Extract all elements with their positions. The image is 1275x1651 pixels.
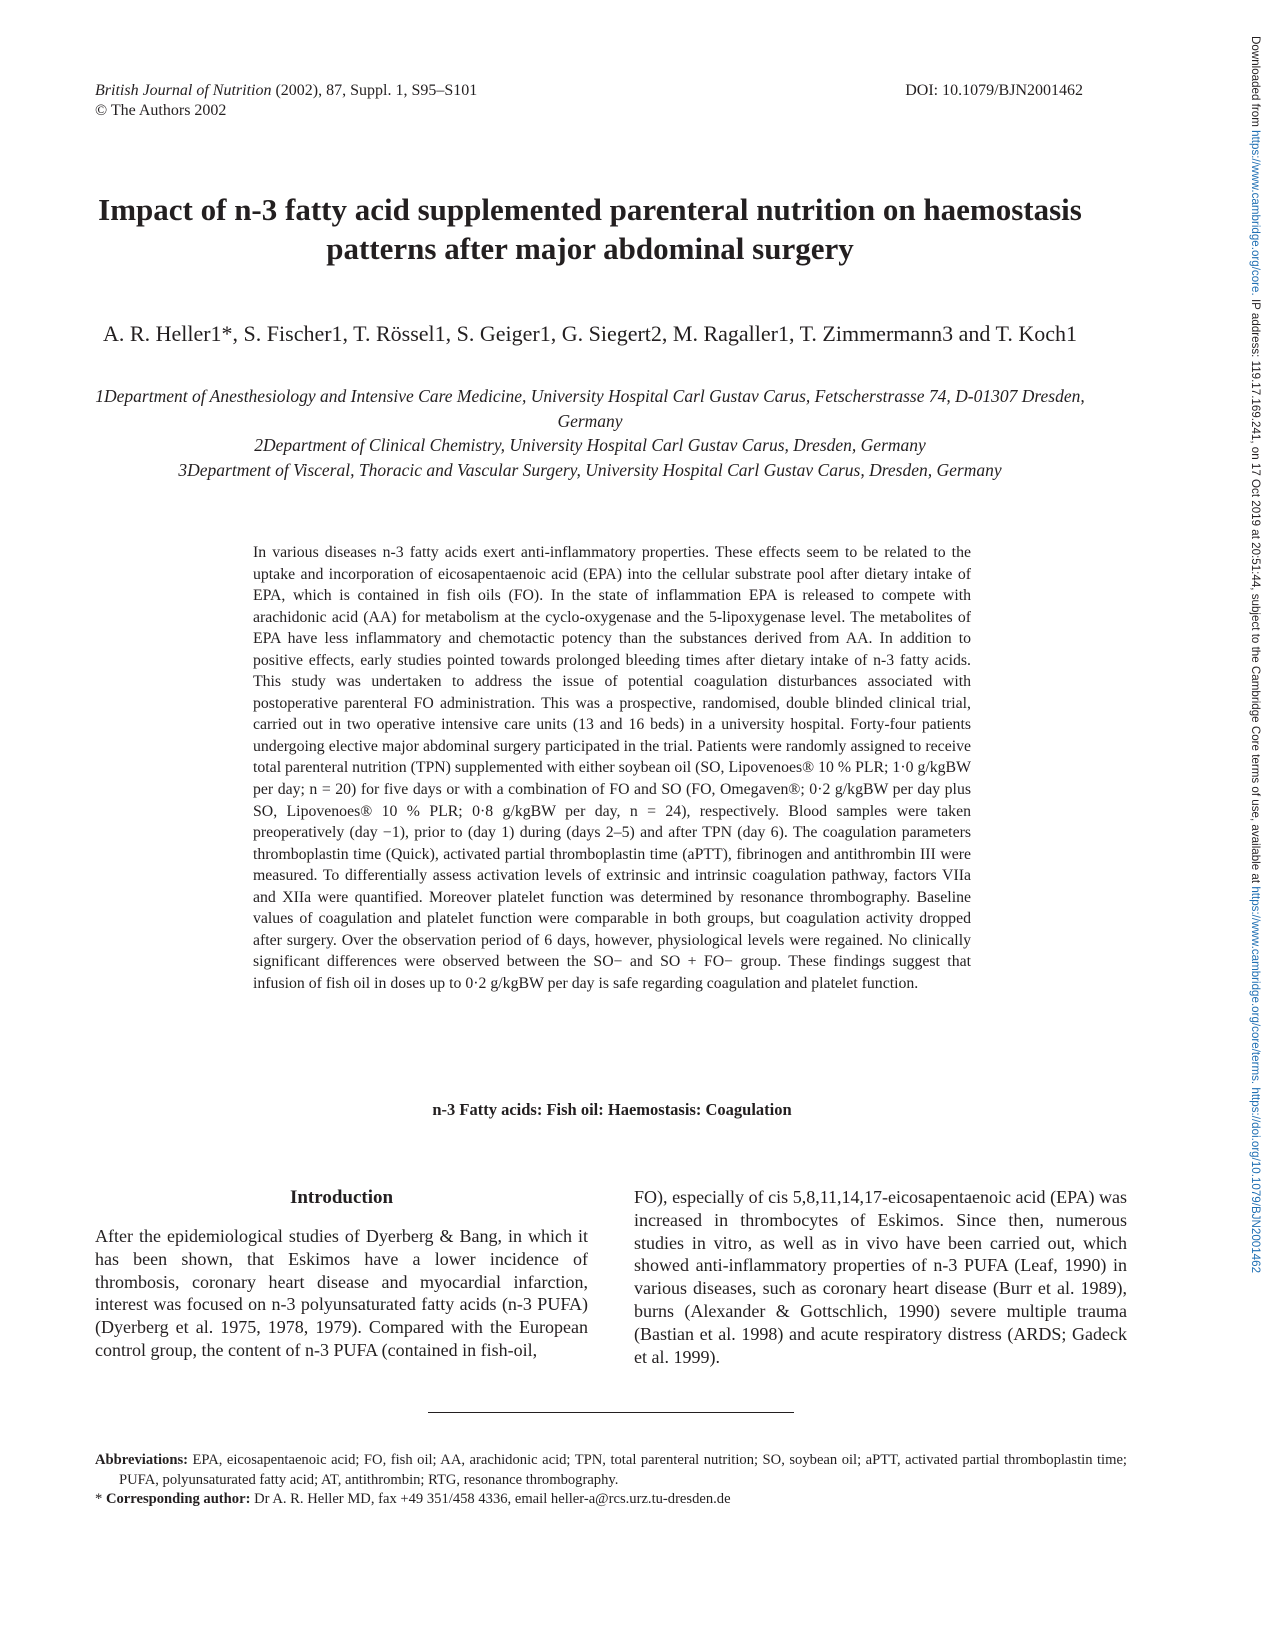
body-column-right — [634, 1186, 1127, 1368]
affiliation-1: 1Department of Anesthesiology and Intensive Care Medicine, University Hospital Carl Gustav Carus, Fetscherstrasse 74, D-01307 Dresden, Germany — [95, 386, 1085, 431]
journal-citation: (2002), 87, Suppl. 1, S95–S101 — [275, 82, 478, 99]
abbreviations-text: EPA, eicosapentaenoic acid; FO, fish oil; AA, arachidonic acid; TPN, total parenteral nutrition; SO, soybean oil; aPTT, activated partial thromboplastin time; PUFA, polyunsaturated fatty acid; AT, antithrombin; RTG, resonance thrombography. — [119, 1452, 1127, 1488]
journal-citation-line — [95, 81, 477, 101]
affiliation-2: 2Department of Clinical Chemistry, University Hospital Carl Gustav Carus, Dresden, Germany — [254, 435, 926, 455]
corresponding-marker: * — [95, 1491, 103, 1507]
footnotes — [95, 1451, 1127, 1510]
copyright-line: © The Authors 2002 — [95, 102, 227, 119]
footnote-divider — [428, 1412, 794, 1413]
terms-link[interactable]: https://www.cambridge.org/core/terms. — [1249, 886, 1262, 1085]
corresponding-label: Corresponding author: — [105, 1491, 251, 1507]
download-prefix: Downloaded from — [1249, 36, 1262, 127]
introduction-paragraph-right: FO), especially of cis 5,8,11,14,17-eicosapentaenoic acid (EPA) was increased in thrombocytes of Eskimos. Since then, numerous studies in vitro, as well as in vivo have been carried out, which showed anti-inflammatory properties of n-3 PUFA (Leaf, 1990) in various diseases, such as coronary heart disease (Burr et al. 1989), burns (Alexander & Gottschlich, 1990) severe multiple trauma (Bastian et al. 1998) and acute respiratory distress (ARDS; Gadeck et al. 1999). — [634, 1187, 1127, 1367]
article-title: Impact of n-3 fatty acid supplemented parenteral nutrition on haemostasis patterns after major abdominal surgery — [98, 192, 1082, 266]
author-list: A. R. Heller1*, S. Fischer1, T. Rössel1, S. Geiger1, G. Siegert2, M. Ragaller1, T. Zimmermann3 and T. Koch1 — [103, 321, 1077, 346]
abbreviations-label: Abbreviations: — [95, 1452, 188, 1468]
section-heading-introduction: Introduction — [289, 1187, 394, 1208]
corresponding-text: Dr A. R. Heller MD, fax +49 351/458 4336, email heller-a@rcs.urz.tu-dresden.de — [254, 1491, 731, 1507]
abstract: In various diseases n-3 fatty acids exert anti-inflammatory properties. These effects seem to be related to the uptake and incorporation of eicosapentaenoic acid (EPA) into the cellular substrate pool after dietary intake of EPA, which is contained in fish oils (FO). In the state of inflammation EPA is released to compete with arachidonic acid (AA) for metabolism at the cyclo-oxygenase and the 5-lipoxygenase level. The metabolites of EPA have less inflammatory and chemotactic potency than the substances derived from AA. In addition to positive effects, early studies pointed towards prolonged bleeding times after dietary intake of n-3 fatty acids. This study was undertaken to address the issue of potential coagulation disturbances associated with postoperative parenteral FO administration. This was a prospective, randomised, double blinded clinical trial, carried out in two operative intensive care units (13 and 16 beds) in a university hospital. Forty-four patients undergoing elective major abdominal surgery participated in the trial. Patients were randomly assigned to receive total parenteral nutrition (TPN) supplemented with either soybean oil (SO, Lipovenoes® 10 % PLR; 1·0 g/kgBW per day; n = 20) for five days or with a combination of FO and SO (FO, Omegaven®; 0·2 g/kgBW per day plus SO, Lipovenoes® 10 % PLR; 0·8 g/kgBW per day, n = 24), respectively. Blood samples were taken preoperatively (day −1), prior to (day 1) during (days 2–5) and after TPN (day 6). The coagulation parameters thromboplastin time (Quick), activated partial thromboplastin time (aPTT), fibrinogen and antithrombin III were measured. To differentially assess activation levels of extrinsic and intrinsic coagulation pathway, factors VIIa and XIIa were quantified. Moreover platelet function was determined by resonance thrombography. Baseline values of coagulation and platelet function were comparable in both groups, but coagulation activity dropped after surgery. Over the observation period of 6 days, however, physiological levels were regained. No clinically significant differences were observed between the SO− and SO + FO− group. These findings suggest that infusion of fish oil in doses up to 0·2 g/kgBW per day is safe regarding coagulation and platelet function. — [253, 544, 971, 992]
keywords: n-3 Fatty acids: Fish oil: Haemostasis: Coagulation — [432, 1100, 792, 1119]
doi-label: DOI: 10.1079/BJN2001462 — [905, 82, 1083, 99]
doi-link[interactable]: https://doi.org/10.1079/BJN2001462 — [1249, 1087, 1262, 1274]
abbreviations-footnote — [95, 1451, 1127, 1490]
journal-name: British Journal of Nutrition — [95, 82, 272, 99]
download-middle: IP address: 119.17.169.241, on 17 Oct 2019 at 20:51:44, subject to the Cambridge Core terms of use, available at — [1249, 298, 1262, 884]
affiliation-3: 3Department of Visceral, Thoracic and Vascular Surgery, University Hospital Carl Gustav Carus, Dresden, Germany — [178, 459, 1002, 480]
body-column-left — [95, 1186, 588, 1362]
cambridge-core-link[interactable]: https://www.cambridge.org/core. — [1249, 130, 1262, 296]
corresponding-author-footnote — [95, 1490, 1127, 1510]
journal-header — [95, 81, 477, 121]
affiliations — [95, 384, 1085, 482]
introduction-paragraph-left: After the epidemiological studies of Dyerberg & Bang, in which it has been shown, that Eskimos have a lower incidence of thrombosis, coronary heart disease and myocardial infarction, interest was focused on n-3 polyunsaturated fatty acids (n-3 PUFA) (Dyerberg et al. 1975, 1978, 1979). Compared with the European control group, the content of n-3 PUFA (contained in fish-oil, — [95, 1226, 588, 1360]
download-sidebar — [1247, 36, 1267, 1436]
download-notice — [1247, 36, 1263, 1273]
